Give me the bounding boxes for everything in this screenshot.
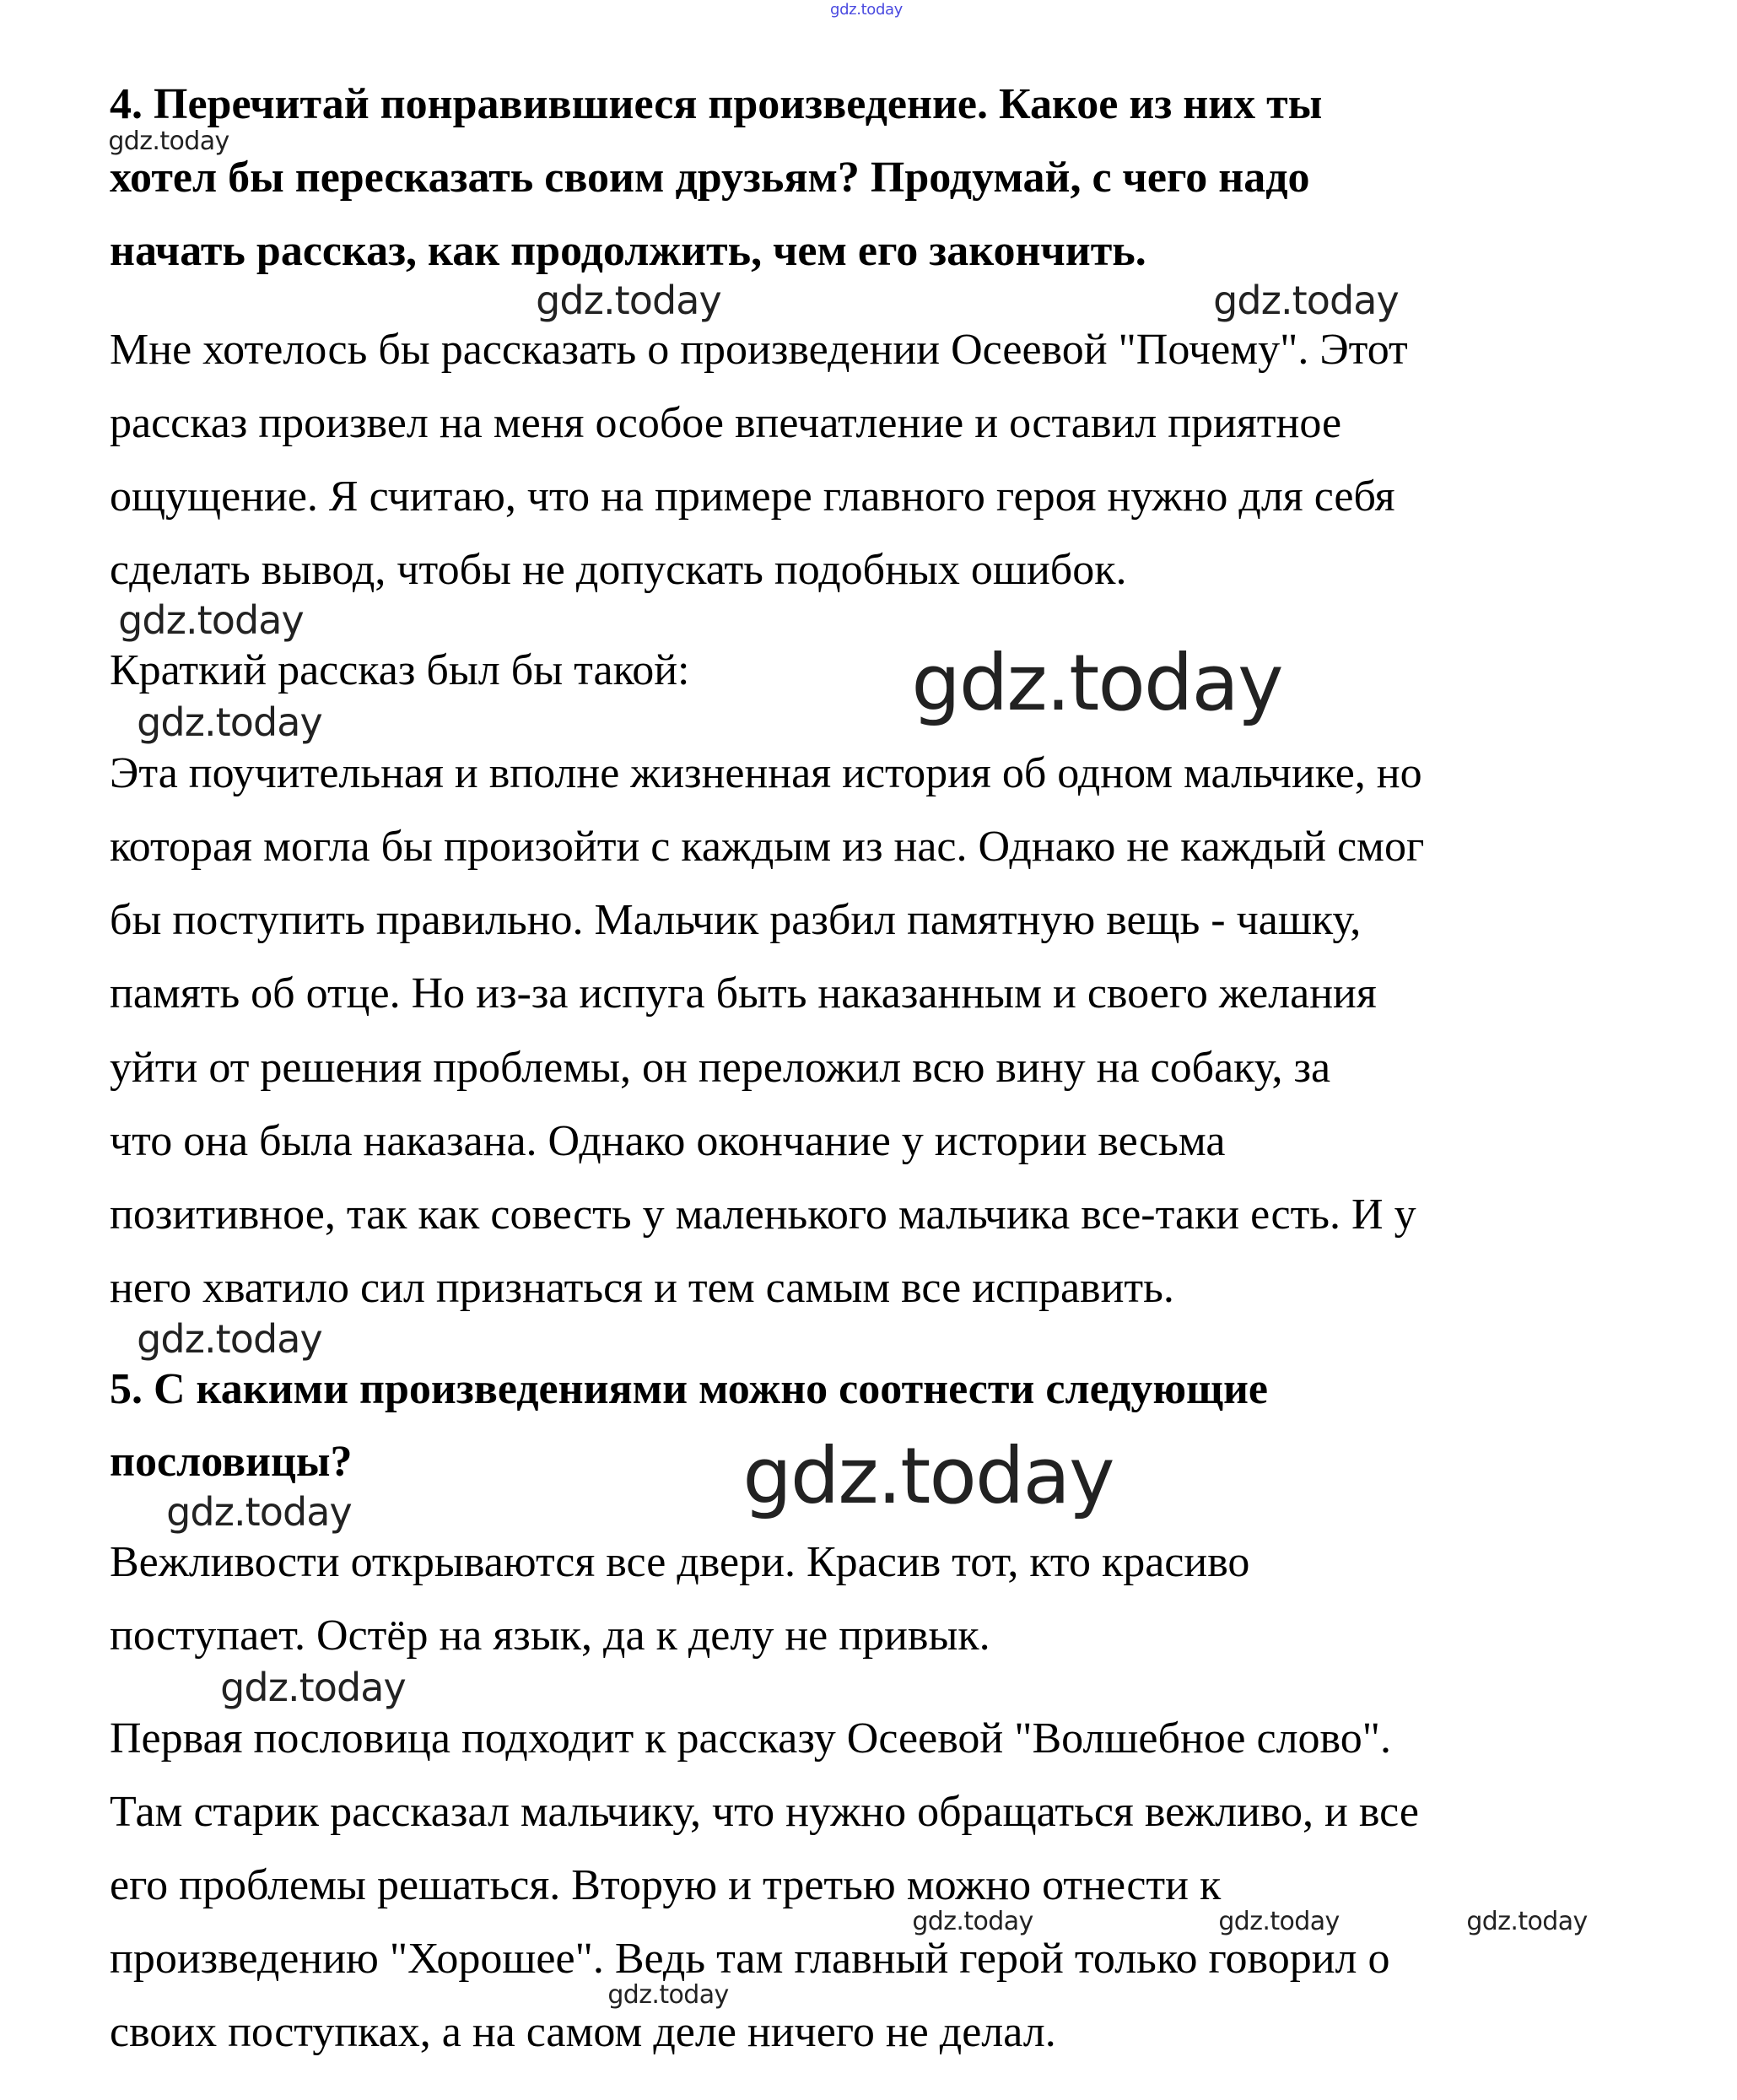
task4-paragraph1-line: рассказ произвел на меня особое впечатление и оставил приятное <box>110 399 1342 447</box>
task5-answer-line: Там старик рассказал мальчику, что нужно обращаться вежливо, и все <box>110 1788 1419 1836</box>
task4-paragraph2-line: Краткий рассказ был бы такой: <box>110 646 690 694</box>
watermark: gdz.today <box>137 1316 322 1362</box>
task4-story-line: память об отце. Но из-за испуга быть наказанным и своего желания <box>110 969 1377 1018</box>
task4-story-line: Эта поучительная и вполне жизненная история об одном мальчике, но <box>110 749 1422 797</box>
task4-story-line: уйти от решения проблемы, он переложил всю вину на собаку, за <box>110 1044 1331 1092</box>
task4-paragraph1-line: сделать вывод, чтобы не допускать подобных ошибок. <box>110 546 1127 594</box>
task5-answer-line: своих поступках, а на самом деле ничего не делал. <box>110 2008 1056 2056</box>
task5-answer-line: произведению "Хорошее". Ведь там главный герой только говорил о <box>110 1935 1390 1983</box>
watermark: gdz.today <box>536 278 721 323</box>
task5-proverbs-line: поступает. Остёр на язык, да к делу не привык. <box>110 1611 990 1660</box>
task4-paragraph1-line: Мне хотелось бы рассказать о произведении Осеевой "Почему". Этот <box>110 326 1408 374</box>
task5-proverbs-line: Вежливости открываются все двери. Красив тот, кто красиво <box>110 1538 1250 1586</box>
watermark: gdz.today <box>742 1431 1114 1521</box>
watermark: gdz.today <box>137 699 322 745</box>
watermark: gdz.today <box>1213 278 1399 323</box>
task4-heading-line: 4. Перечитай понравившиеся произведение. Какое из них ты <box>110 80 1323 128</box>
task5-answer-line: его проблемы решаться. Вторую и третью можно отнести к <box>110 1861 1222 1909</box>
watermark: gdz.today <box>1218 1907 1340 1936</box>
task5-answer-line: Первая пословица подходит к рассказу Осеевой "Волшебное слово". <box>110 1714 1391 1763</box>
watermark: gdz.today <box>607 1980 729 2010</box>
task4-story-line: него хватило сил признаться и тем самым все исправить. <box>110 1264 1174 1312</box>
task4-story-line: бы поступить правильно. Мальчик разбил памятную вещь - чашку, <box>110 896 1362 944</box>
watermark: gdz.today <box>911 638 1282 728</box>
task4-heading-line: хотел бы пересказать своим друзьям? Продумай, с чего надо <box>110 154 1310 202</box>
task4-heading-line: начать рассказ, как продолжить, чем его закончить. <box>110 227 1146 275</box>
watermark: gdz.today <box>220 1665 406 1710</box>
watermark: gdz.today <box>166 1489 352 1535</box>
watermark: gdz.today <box>118 597 304 643</box>
task4-story-line: которая могла бы произойти с каждым из нас. Однако не каждый смог <box>110 823 1425 871</box>
watermark: gdz.today <box>912 1907 1033 1936</box>
task5-heading-line: 5. С какими произведениями можно соотнести следующие <box>110 1365 1268 1413</box>
watermark: gdz.today <box>1466 1907 1588 1936</box>
task4-story-line: что она была наказана. Однако окончание у истории весьма <box>110 1117 1226 1165</box>
task4-paragraph1-line: ощущение. Я считаю, что на примере главного героя нужно для себя <box>110 472 1395 521</box>
watermark: gdz.today <box>108 127 229 156</box>
task5-heading-line: пословицы? <box>110 1438 353 1486</box>
task4-story-line: позитивное, так как совесть у маленького мальчика все-таки есть. И у <box>110 1190 1416 1239</box>
watermark: gdz.today <box>830 1 903 19</box>
